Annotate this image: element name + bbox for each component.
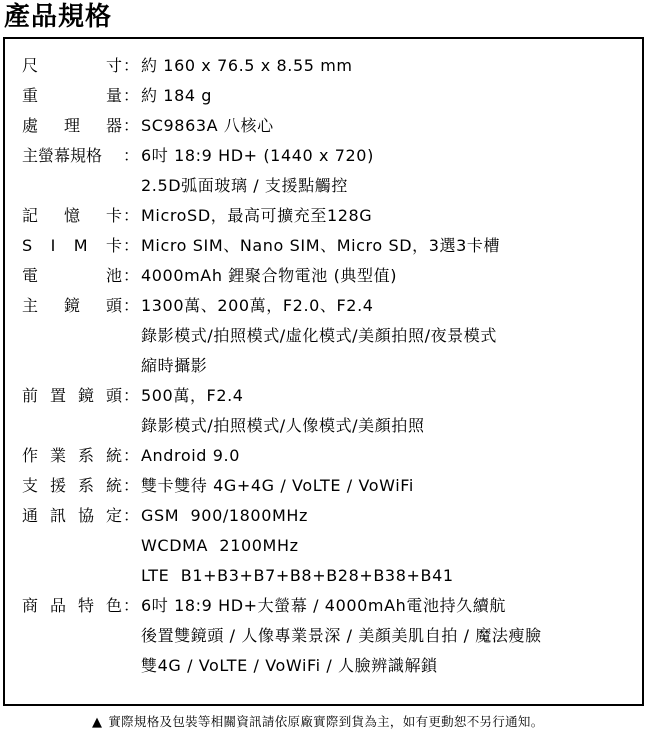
spec-value: SC9863A 八核心 bbox=[141, 116, 274, 135]
spec-colon: ： bbox=[123, 86, 140, 105]
spec-label-part: 量 bbox=[105, 86, 122, 105]
spec-row bbox=[5, 261, 642, 291]
spec-row bbox=[5, 621, 642, 651]
spec-label-part: 頭 bbox=[105, 386, 122, 405]
spec-label-part: 重 bbox=[22, 86, 39, 105]
spec-row bbox=[5, 501, 642, 531]
spec-row bbox=[5, 231, 642, 261]
spec-label-part: 統 bbox=[105, 446, 122, 465]
spec-label bbox=[22, 291, 122, 321]
spec-value: 雙卡雙待 4G+4G / VoLTE / VoWiFi bbox=[141, 476, 414, 495]
spec-row bbox=[5, 531, 642, 561]
spec-row bbox=[5, 381, 642, 411]
spec-label-part: 定 bbox=[105, 506, 122, 525]
spec-label-part: M bbox=[73, 236, 88, 255]
spec-label-part: 寸 bbox=[105, 56, 122, 75]
spec-value: 4000mAh 鋰聚合物電池 (典型值) bbox=[141, 266, 398, 285]
warning-triangle-icon: ▲ bbox=[92, 715, 103, 730]
spec-row bbox=[5, 141, 642, 171]
spec-value: 後置雙鏡頭 / 人像專業景深 / 美顏美肌自拍 / 魔法瘦臉 bbox=[141, 626, 542, 645]
spec-row bbox=[5, 651, 642, 681]
spec-colon: ： bbox=[123, 506, 140, 525]
spec-label-part: 協 bbox=[77, 506, 94, 525]
spec-row bbox=[5, 171, 642, 201]
spec-label bbox=[22, 81, 122, 111]
spec-row bbox=[5, 81, 642, 111]
spec-value: LTE B1+B3+B7+B8+B28+B38+B41 bbox=[141, 566, 454, 585]
spec-row bbox=[5, 51, 642, 81]
spec-label-part: 置 bbox=[49, 386, 66, 405]
spec-label-part: 色 bbox=[105, 596, 122, 615]
spec-label bbox=[22, 471, 122, 501]
spec-label bbox=[22, 201, 122, 231]
spec-value: 雙4G / VoLTE / VoWiFi / 人臉辨識解鎖 bbox=[141, 656, 438, 675]
spec-colon: ： bbox=[123, 296, 140, 315]
spec-label-part: 鏡 bbox=[77, 386, 94, 405]
spec-label-part: 主 bbox=[22, 296, 39, 315]
spec-label bbox=[22, 231, 122, 261]
spec-value: 500萬，F2.4 bbox=[141, 386, 244, 405]
spec-label-part: 前 bbox=[22, 386, 39, 405]
spec-value: 2.5D弧面玻璃 / 支援點觸控 bbox=[141, 176, 348, 195]
spec-value: 約 184 g bbox=[141, 86, 213, 105]
spec-label-part: 卡 bbox=[105, 206, 122, 225]
spec-row bbox=[5, 201, 642, 231]
spec-value: WCDMA 2100MHz bbox=[141, 536, 299, 555]
spec-table bbox=[3, 37, 644, 706]
spec-label-part: I bbox=[50, 236, 56, 255]
spec-label-part: 訊 bbox=[49, 506, 66, 525]
spec-label-part: 特 bbox=[77, 596, 94, 615]
spec-label-part: 支 bbox=[22, 476, 39, 495]
spec-row bbox=[5, 441, 642, 471]
spec-label bbox=[22, 501, 122, 531]
spec-colon: ： bbox=[123, 476, 140, 495]
spec-label-part: 通 bbox=[22, 506, 39, 525]
spec-label-part: 記 bbox=[22, 206, 39, 225]
footnote-text: 實際規格及包裝等相關資訊請依原廠實際到貨為主，如有更動恕不另行通知。 bbox=[108, 714, 544, 729]
spec-label-part: 電 bbox=[22, 266, 39, 285]
spec-label-part: 憶 bbox=[63, 206, 80, 225]
spec-label-part: 理 bbox=[63, 116, 80, 135]
spec-label-part: 系 bbox=[77, 446, 94, 465]
spec-label bbox=[22, 441, 122, 471]
spec-row bbox=[5, 471, 642, 501]
spec-value: 6吋 18:9 HD+大螢幕 / 4000mAh電池持久續航 bbox=[141, 596, 506, 615]
spec-value: GSM 900/1800MHz bbox=[141, 506, 309, 525]
spec-label-part: 處 bbox=[22, 116, 39, 135]
spec-value: 6吋 18:9 HD+ (1440 x 720) bbox=[141, 146, 374, 165]
spec-label bbox=[22, 261, 122, 291]
spec-colon: ： bbox=[123, 266, 140, 285]
spec-colon: ： bbox=[123, 206, 140, 225]
spec-value: 縮時攝影 bbox=[141, 356, 208, 375]
spec-label-part: 系 bbox=[77, 476, 94, 495]
spec-colon: ： bbox=[123, 386, 140, 405]
spec-label bbox=[22, 591, 122, 621]
spec-label bbox=[22, 51, 122, 81]
spec-row bbox=[5, 591, 642, 621]
spec-value: 約 160 x 76.5 x 8.55 mm bbox=[141, 56, 353, 75]
spec-value: Android 9.0 bbox=[141, 446, 240, 465]
spec-label-part: S bbox=[22, 236, 33, 255]
spec-colon: ： bbox=[123, 116, 140, 135]
spec-label-part: 尺 bbox=[22, 56, 39, 75]
spec-label-part: 鏡 bbox=[63, 296, 80, 315]
spec-label bbox=[22, 111, 122, 141]
spec-colon: ： bbox=[123, 236, 140, 255]
spec-row bbox=[5, 411, 642, 441]
spec-label bbox=[22, 141, 122, 171]
spec-colon: ： bbox=[123, 56, 140, 75]
spec-row bbox=[5, 291, 642, 321]
footnote bbox=[92, 712, 544, 733]
spec-label-part: 池 bbox=[105, 266, 122, 285]
spec-label-part: 統 bbox=[105, 476, 122, 495]
spec-label-part: 業 bbox=[49, 446, 66, 465]
spec-value: Micro SIM、Nano SIM、Micro SD，3選3卡槽 bbox=[141, 236, 501, 255]
spec-colon: ： bbox=[123, 446, 140, 465]
spec-value: 錄影模式/拍照模式/人像模式/美顏拍照 bbox=[141, 416, 425, 435]
spec-label-part: 商 bbox=[22, 596, 39, 615]
spec-value: 錄影模式/拍照模式/虛化模式/美顏拍照/夜景模式 bbox=[141, 326, 497, 345]
spec-label-part: 品 bbox=[49, 596, 66, 615]
spec-colon: ： bbox=[123, 146, 140, 165]
spec-colon: ： bbox=[123, 596, 140, 615]
spec-label bbox=[22, 381, 122, 411]
spec-row bbox=[5, 321, 642, 351]
spec-label-part: 頭 bbox=[105, 296, 122, 315]
spec-label-part: 器 bbox=[105, 116, 122, 135]
spec-row bbox=[5, 111, 642, 141]
spec-label-part: 卡 bbox=[105, 236, 122, 255]
spec-label-part: 援 bbox=[49, 476, 66, 495]
spec-value: MicroSD，最高可擴充至128G bbox=[141, 206, 373, 225]
spec-row bbox=[5, 351, 642, 381]
spec-label-part: 主螢幕規格 bbox=[22, 146, 103, 165]
spec-label-part: 作 bbox=[22, 446, 39, 465]
spec-value: 1300萬、200萬，F2.0、F2.4 bbox=[141, 296, 374, 315]
spec-row bbox=[5, 561, 642, 591]
page-title: 產品規格 bbox=[4, 2, 113, 32]
